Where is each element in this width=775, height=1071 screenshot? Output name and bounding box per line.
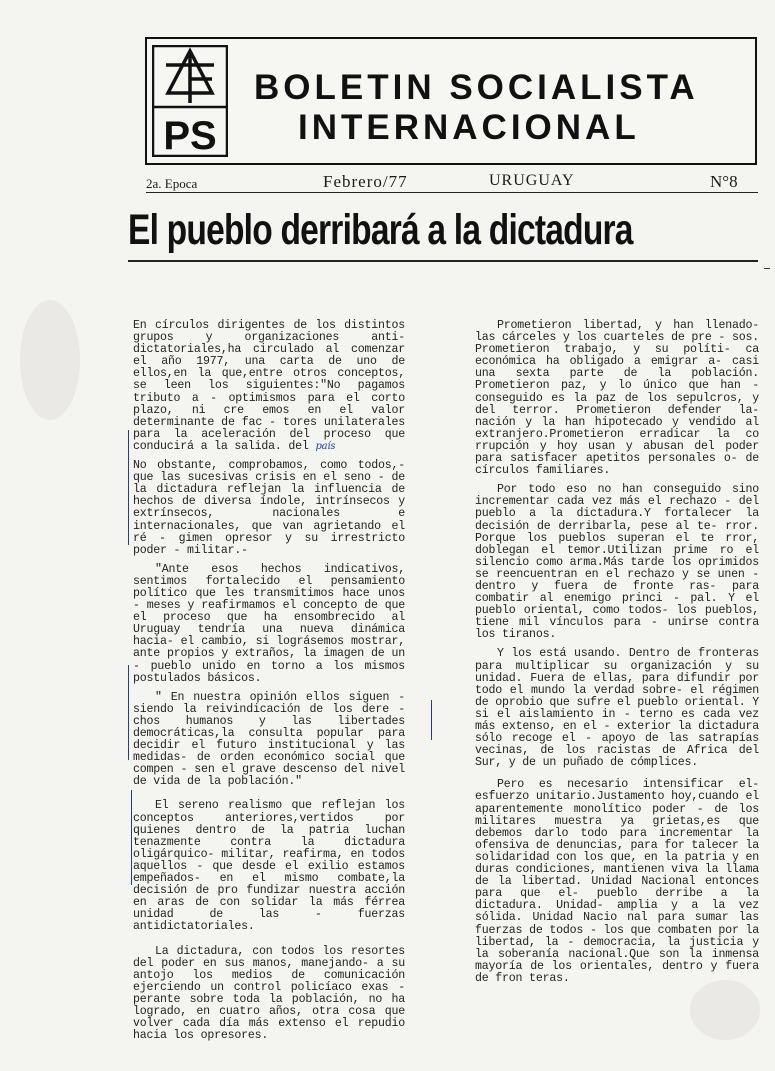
pen-margin-mark [128,430,129,545]
paragraph: No obstante, comprobamos, como todos,- que las sucesivas crisis en el seno - de la dictadura reflejan la influencia de hechos de diversa índole, intrínsecos y extrínsecos, nacionales e internacionales, que van agrietando el ré - gimen opresor y su irrestricto poder - militar.- [133,459,405,557]
left-column [133,320,405,1049]
logo-text: PS [163,114,217,157]
paragraph: Prometieron libertad, y han llenado- las cárceles y los cuarteles de pre - sos. Prometieron trabajo, y su políti- ca económica ha obligado a emigrar a- casi una sexta parte de la población. Prometieron paz, y lo único que han - conseguido es la paz de los sepulcros, y del terror. Prometieron defender la- nación y la han hipotecado y vendido al extranjero.Prometieron erradicar la co rrupción y hoy usan y abusan del poder para satisfacer apetitos personales o- de círculos familiares. [475,319,759,478]
handwritten-note: país [315,440,336,452]
ps-logo [152,45,228,157]
paragraph: Por todo eso no han conseguido sino incrementar cada vez más el rechazo - del pueblo a la dictadura.Y fortalecer la decisión de derribarla, pese al te- rror. Porque los pueblos superan el te rror, doblegan el temor.Utilizan prime ro el silencio como arma.Más tarde los oprimidos se reencuentran en el rechazo y se unen -dentro y fuera de fronte ras- para combatir al enemigo princi - pal. Y el pueblo oriental, como todos- los pueblos, tiene mil vínculos para - unirse contra los tiranos. [475,483,759,642]
paragraph [133,320,405,453]
pen-margin-mark [131,790,132,885]
issue-country: URUGUAY [489,172,575,189]
pen-margin-mark [128,665,129,760]
article-headline: El pueblo derribará a la dictadura [128,206,633,254]
issue-info-rule [146,192,758,193]
margin-dash [764,268,770,269]
masthead-title-line1: BOLETIN SOCIALISTA [254,68,699,107]
masthead-title-line2: INTERNACIONAL [298,108,640,147]
paragraph: Pero es necesario intensificar el- esfuerzo unitario.Justamento hoy,cuando el aparentemente monolítico poder - de los militares muestra ya grietas,es que debemos darlo todo para incrementar la ofensiva de denuncias, para for talecer la solidaridad con los que, en la patria y en duras condiciones, mantienen viva la llama de la libertad. Unidad Nacional entonces para que el- pueblo derribe a la dictadura. Unidad- amplia y a la vez sólida. Unidad Nacio nal para sumar las fuerzas de todos - los que combaten por la libertad, la - democracia, la justicia y la soberanía nacional.Que son la inmensa mayoría de los orientales, dentro y fuera de fron teras. [475,778,759,985]
paragraph: Y los está usando. Dentro de fronteras para multiplicar su organización y su unidad. Fuera de ellas, para difundir por todo el mundo la verdad sobre- el régimen de oprobio que sufre el pueblo oriental. Y si el aislamiento in - terno es cada vez más extenso, en el - exterior la dictadura sólo recoge el - apoyo de las satrapías vecinas, de los racistas de Africa del Sur, y de un puñado de cómplices. [475,647,759,770]
right-column [475,320,759,992]
issue-date: Febrero/77 [323,172,408,191]
paragraph: La dictadura, con todos los resortes del poder en sus manos, manejando- a su antojo los medios de comunicación ejerciendo un control policíaco exas - perante sobre toda la población, no ha logrado, en cuatro años, otra cosa que volver cada día más extenso el repudio hacia los opresores. [133,944,405,1043]
paper-stain [20,300,80,420]
issue-number: N°8 [710,172,738,191]
pen-margin-mark [431,700,432,740]
paragraph: El sereno realismo que reflejan los conceptos anteriores,vertidos por quienes dentro de la patria luchan tenazmente contra la dictadura oligárquico- militar, reafirma, en todos aquellos - que desde el exilio estamos empeñados- en el mismo combate,la decisión de pro fundizar nuestra acción en aras de con solidar la más férrea unidad de las - fuerzas antidictatoriales. [133,799,405,934]
paragraph-text: En círculos dirigentes de los distintos grupos y organizaciones anti-dictatoriales,ha circulado al comenzar el año 1977, una carta de uno de ellos,en la que,entre otros conceptos, se leen los siguientes:"No pagamos tributo a - optimismos para el corto plazo, ni cre emos en el valor determinante de fac - tores unilaterales para la aceleración del proceso que conducirá a la salida. del [133,319,405,453]
issue-epoch: 2a. Epoca [146,176,198,191]
headline-rule [128,260,758,262]
paragraph: " En nuestra opinión ellos siguen - siendo la reivindicación de los dere - chos humanos y las libertades democráticas,la consulta popular para decidir el futuro institucional y las medidas- de orden económico social que compen - sen el grave descenso del nivel de vida de la población." [133,690,405,789]
paragraph: "Ante esos hechos indicativos, sentimos fortalecido el pensamiento político que les transmitimos hace unos - meses y reafirmamos el concepto de que el proceso que ha ensombrecido al Uruguay tendría una nueva dinámica hacia- el cambio, si lográsemos mostrar, ante propios y extraños, la imagen de un - pueblo unido en torno a los mismos postulados básicos. [133,562,405,685]
